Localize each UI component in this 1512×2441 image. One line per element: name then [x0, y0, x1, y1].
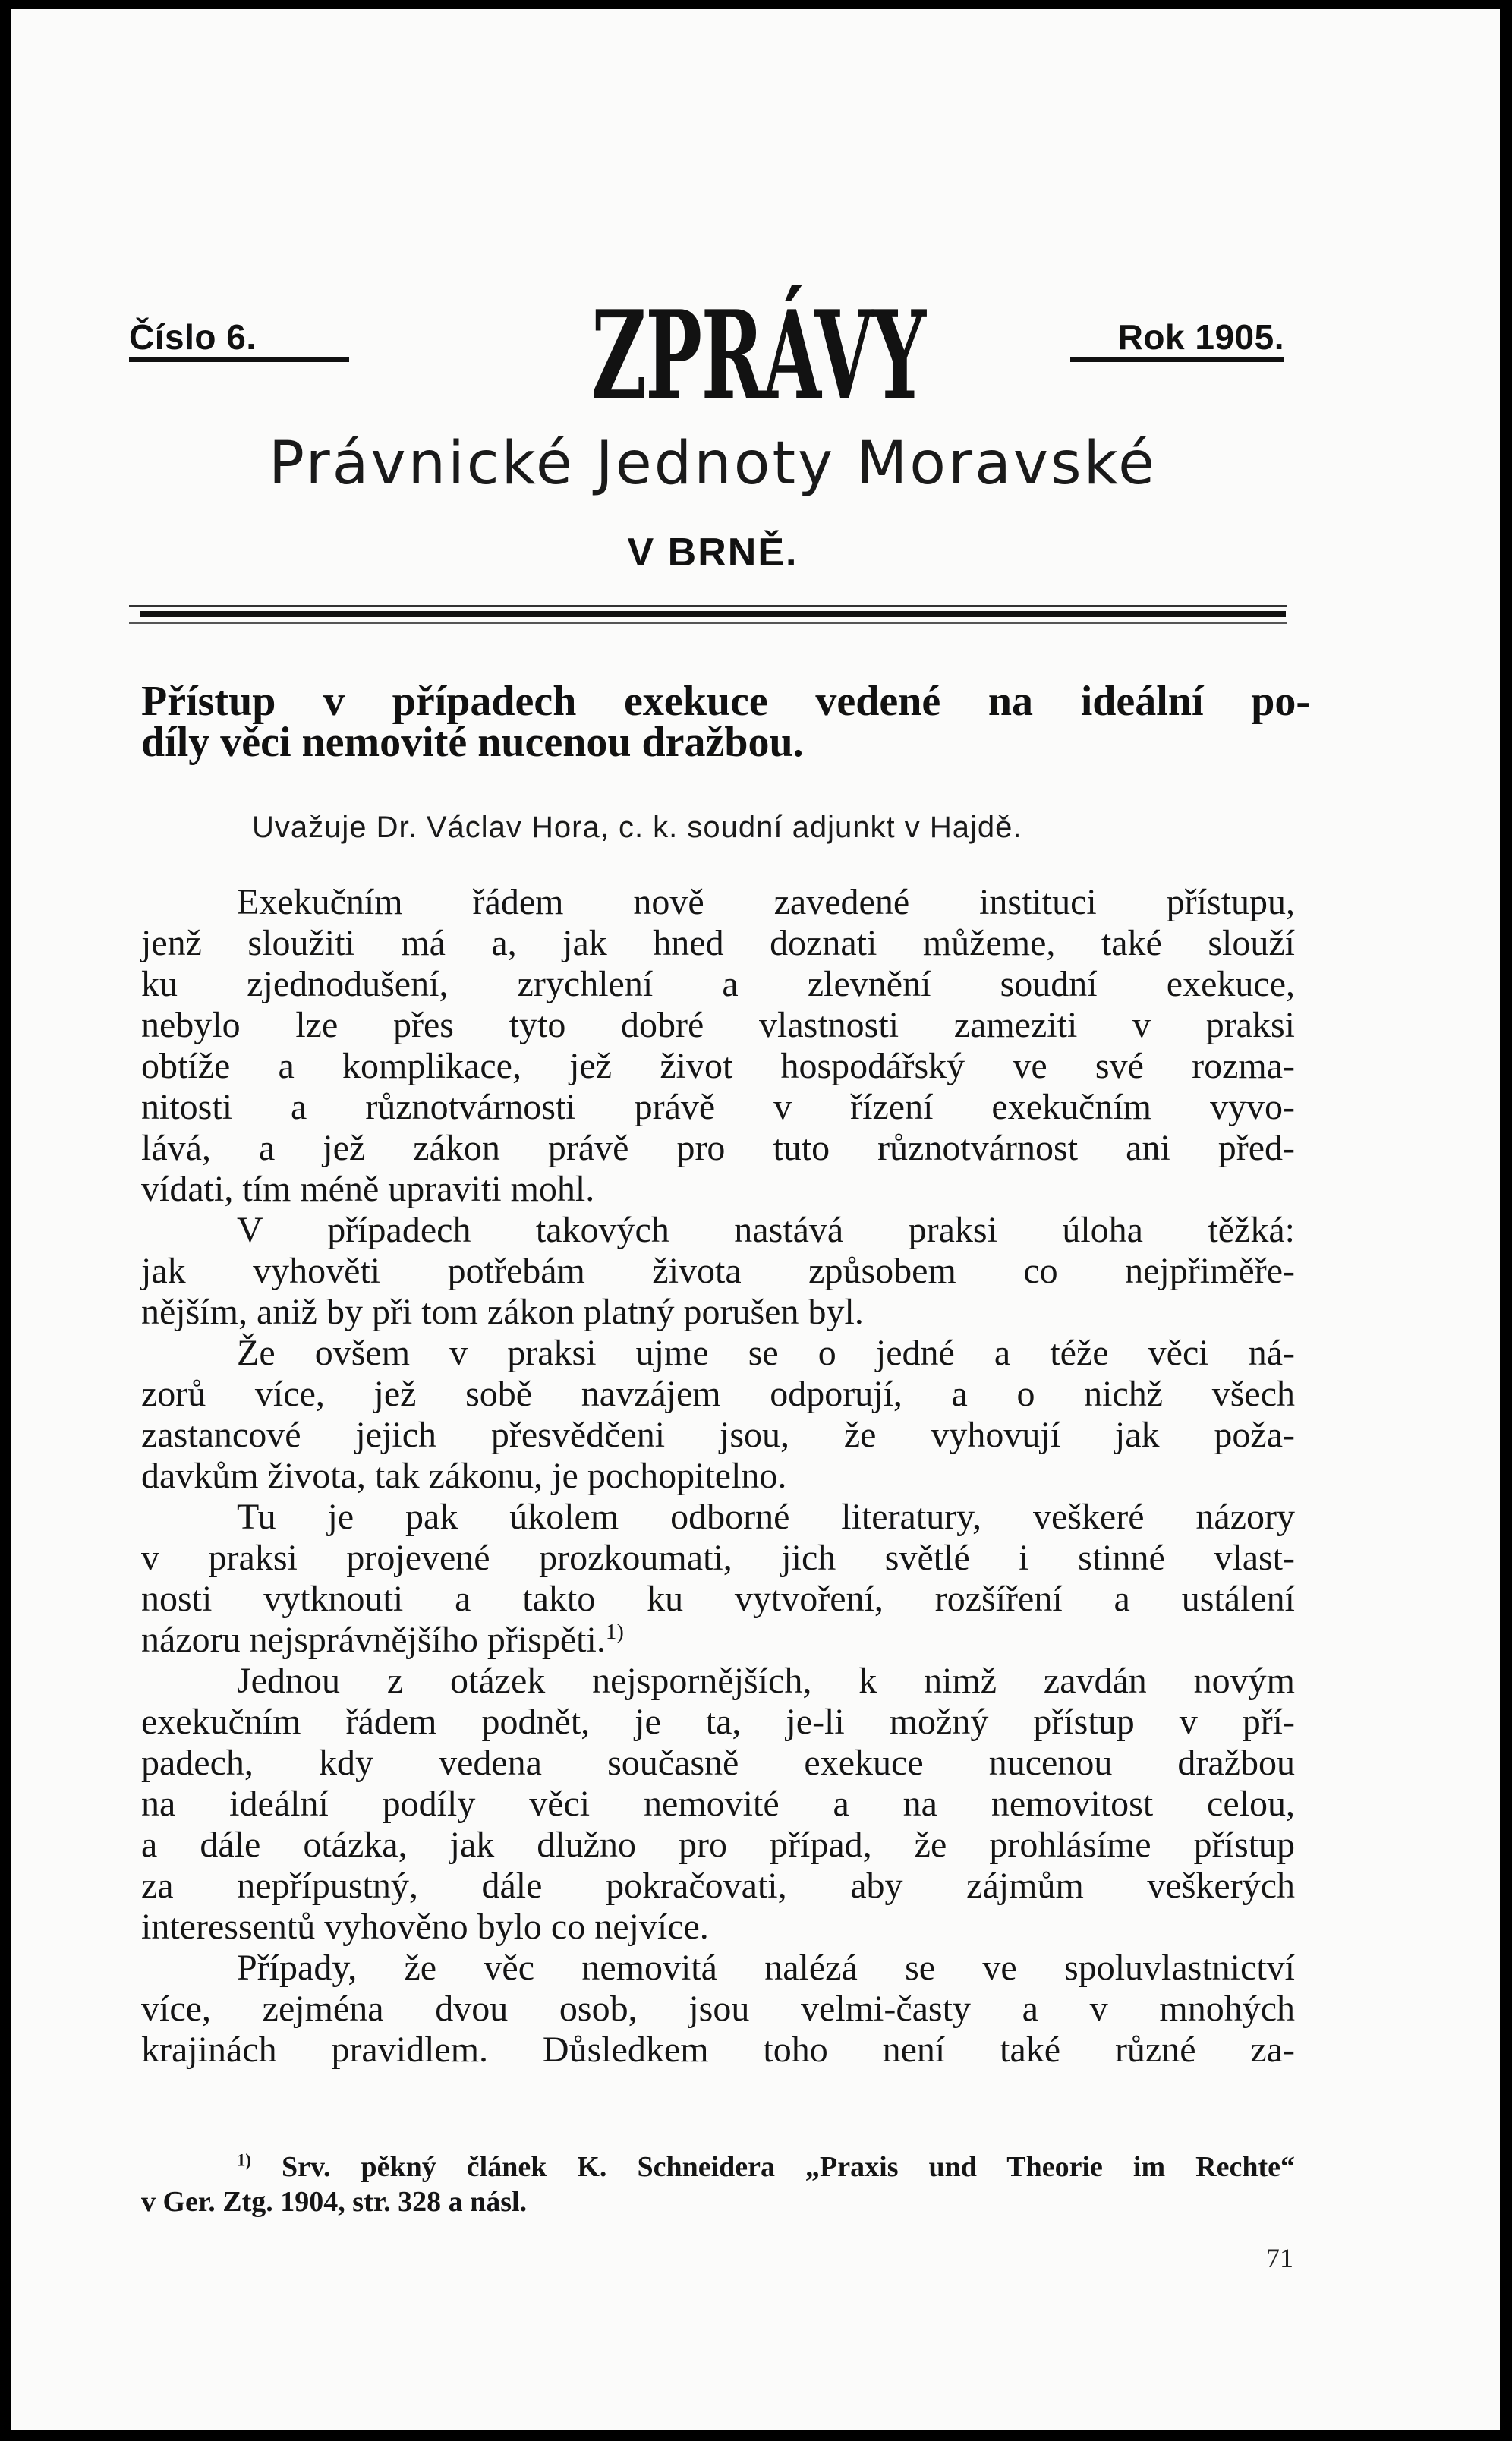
footnote-marker: 1): [237, 2150, 251, 2170]
page-number: 71: [1266, 2243, 1293, 2273]
body-line: na ideální podíly věci nemovité a na nemovitost celou,: [141, 1784, 1295, 1824]
body-line: za nepřípustný, dále pokračovati, aby zájmům veškerých: [141, 1866, 1295, 1906]
header-divider-top: [129, 605, 1287, 607]
article-title-line: Přístup v případech exekuce vedené na ideální po-: [141, 678, 1310, 725]
article-body: [141, 882, 1295, 2071]
footnote-reference[interactable]: 1): [605, 1620, 624, 1644]
body-line: vídati, tím méně upraviti mohl.: [141, 1169, 595, 1209]
article-title-line: díly věci nemovité nucenou dražbou.: [141, 719, 804, 766]
body-line: exekučním řádem podnět, je ta, je-li možný přístup v pří-: [141, 1702, 1295, 1742]
body-line: zorů více, jež sobě navzájem odporují, a o nichž všech: [141, 1374, 1295, 1414]
body-line-with-footnote: [141, 1620, 1295, 1661]
body-line: a dále otázka, jak dlužno pro případ, že prohlásíme přístup: [141, 1825, 1295, 1865]
masthead-subtitle: Právnické Jednoty Moravské: [268, 430, 1158, 498]
masthead-city: V BRNĚ.: [627, 531, 799, 575]
article-author: Uvažuje Dr. Václav Hora, c. k. soudní adjunkt v Hajdě.: [252, 811, 1022, 844]
footnote: [141, 2150, 1295, 2219]
body-line: Exekučním řádem nově zavedené instituci přístupu,: [237, 882, 1295, 922]
body-line: nitosti a různotvárnosti právě v řízení exekučním vyvo-: [141, 1087, 1295, 1127]
body-line: obtíže a komplikace, jež život hospodářský ve své rozma-: [141, 1046, 1295, 1086]
body-line: lává, a jež zákon právě pro tuto různotvárnost ani před-: [141, 1128, 1295, 1168]
body-line: krajinách pravidlem. Důsledkem toho není také různé za-: [141, 2030, 1295, 2070]
body-line: Tu je pak úkolem odborné literatury, veškeré názory: [237, 1497, 1295, 1537]
issue-number: Číslo 6.: [129, 319, 349, 362]
body-line: jak vyhověti potřebám života způsobem co nejpřiměře-: [141, 1251, 1295, 1291]
body-line: V případech takových nastává praksi úloha těžká:: [237, 1210, 1295, 1250]
body-line: interessentů vyhověno bylo co nejvíce.: [141, 1907, 709, 1947]
body-line: Případy, že věc nemovitá nalézá se ve spoluvlastnictví: [237, 1948, 1295, 1988]
footnote-line: [141, 2150, 1295, 2184]
masthead-title: ZPRÁVY: [591, 284, 925, 427]
document-page: [11, 9, 1500, 2430]
body-line-text: názoru nejsprávnějšího přispěti.: [141, 1620, 606, 1660]
header-divider-main: [140, 611, 1286, 617]
body-line: jenž sloužiti má a, jak hned doznati můžeme, také slouží: [141, 923, 1295, 963]
body-line: davkům života, tak zákonu, je pochopitelno.: [141, 1456, 787, 1496]
body-line: Že ovšem v praksi ujme se o jedné a téže věci ná-: [237, 1333, 1295, 1373]
header-divider-bottom: [129, 622, 1287, 624]
body-line: ku zjednodušení, zrychlení a zlevnění soudní exekuce,: [141, 964, 1295, 1004]
footnote-text: Srv. pěkný článek K. Schneidera „Praxis und Theorie im Rechte“: [282, 2151, 1296, 2183]
body-line: nosti vytknouti a takto ku vytvoření, rozšíření a ustálení: [141, 1579, 1295, 1619]
article-title: [141, 677, 1310, 766]
body-line: v praksi projevené prozkoumati, jich světlé i stinné vlast-: [141, 1538, 1295, 1578]
body-line: více, zejména dvou osob, jsou velmi-časty a v mnohých: [141, 1989, 1295, 2029]
body-line: nebylo lze přes tyto dobré vlastnosti zameziti v praksi: [141, 1005, 1295, 1045]
body-line: nějším, aniž by při tom zákon platný porušen byl.: [141, 1292, 864, 1332]
footnote-line: v Ger. Ztg. 1904, str. 328 a násl.: [141, 2186, 528, 2218]
body-line: Jednou z otázek nejspornějších, k nimž zavdán novým: [237, 1661, 1295, 1701]
body-line: padech, kdy vedena současně exekuce nucenou dražbou: [141, 1743, 1295, 1783]
publication-year: Rok 1905.: [1070, 319, 1284, 362]
body-line: zastancové jejich přesvědčeni jsou, že vyhovují jak poža-: [141, 1415, 1295, 1455]
